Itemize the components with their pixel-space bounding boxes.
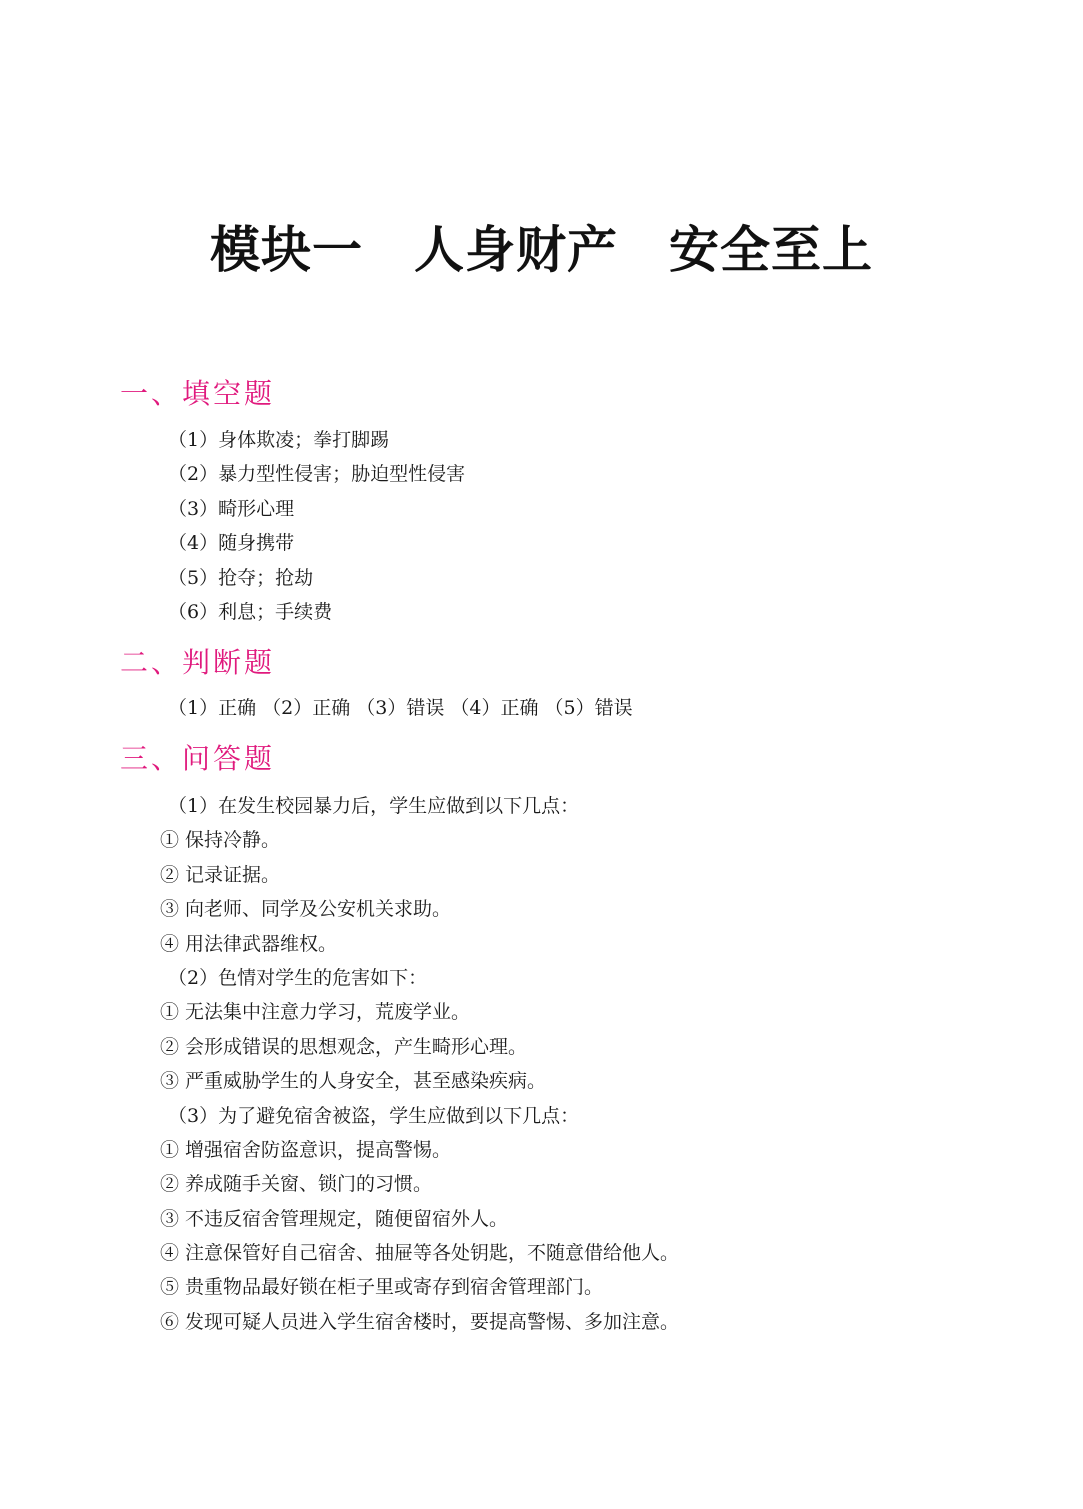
answer-point: ④ 用法律武器维权。 xyxy=(160,932,338,955)
answer-point: ③ 不违反宿舍管理规定，随便留宿外人。 xyxy=(160,1207,509,1230)
answer-point: ② 养成随手关窗、锁门的习惯。 xyxy=(160,1173,433,1196)
section-heading-true-false: 二、判断题 xyxy=(120,646,276,679)
fill-blank-answer-list xyxy=(0,423,1083,629)
answer-point: ③ 向老师、同学及公安机关求助。 xyxy=(160,898,452,921)
section-heading-fill-blank: 一、填空题 xyxy=(120,377,276,410)
answer-point: ② 记录证据。 xyxy=(160,863,281,886)
answer-point: ⑥ 发现可疑人员进入学生宿舍楼时，要提高警惕、多加注意。 xyxy=(160,1310,680,1333)
answer-point: ⑤ 贵重物品最好锁在柜子里或寄存到宿舍管理部门。 xyxy=(160,1276,604,1299)
section-heading-short-answer: 三、问答题 xyxy=(120,742,276,775)
list-item: （6）利息；手续费 xyxy=(168,600,333,623)
short-answer-list xyxy=(0,789,1083,1339)
page-title: 模块一 人身财产 安全至上 xyxy=(210,221,873,279)
answer-point: ④ 注意保管好自己宿舍、抽屉等各处钥匙，不随意借给他人。 xyxy=(160,1242,680,1265)
list-item: （1）身体欺凌；拳打脚踢 xyxy=(168,429,390,451)
answer-point: ② 会形成错误的思想观念，产生畸形心理。 xyxy=(160,1035,528,1058)
list-item: （4）随身携带 xyxy=(168,532,295,555)
list-item: （2）暴力型性侵害；胁迫型性侵害 xyxy=(168,463,466,486)
answer-point: ③ 严重威胁学生的人身安全，甚至感染疾病。 xyxy=(160,1070,547,1093)
question-item: （3）为了避免宿舍被盗，学生应做到以下几点： xyxy=(168,1104,580,1127)
question-item: （1）在发生校园暴力后，学生应做到以下几点： xyxy=(168,795,580,817)
question-item: （2）色情对学生的危害如下： xyxy=(168,966,428,989)
answer-point: ① 保持冷静。 xyxy=(160,829,281,852)
list-item: （3）畸形心理 xyxy=(168,497,295,520)
true-false-answer-line: （1）正确 （2）正确 （3）错误 （4）正确 （5）错误 xyxy=(168,697,633,719)
list-item: （5）抢夺；抢劫 xyxy=(168,566,314,589)
answer-point: ① 增强宿舍防盗意识，提高警惕。 xyxy=(160,1138,452,1161)
answer-point: ① 无法集中注意力学习，荒废学业。 xyxy=(160,1001,471,1024)
